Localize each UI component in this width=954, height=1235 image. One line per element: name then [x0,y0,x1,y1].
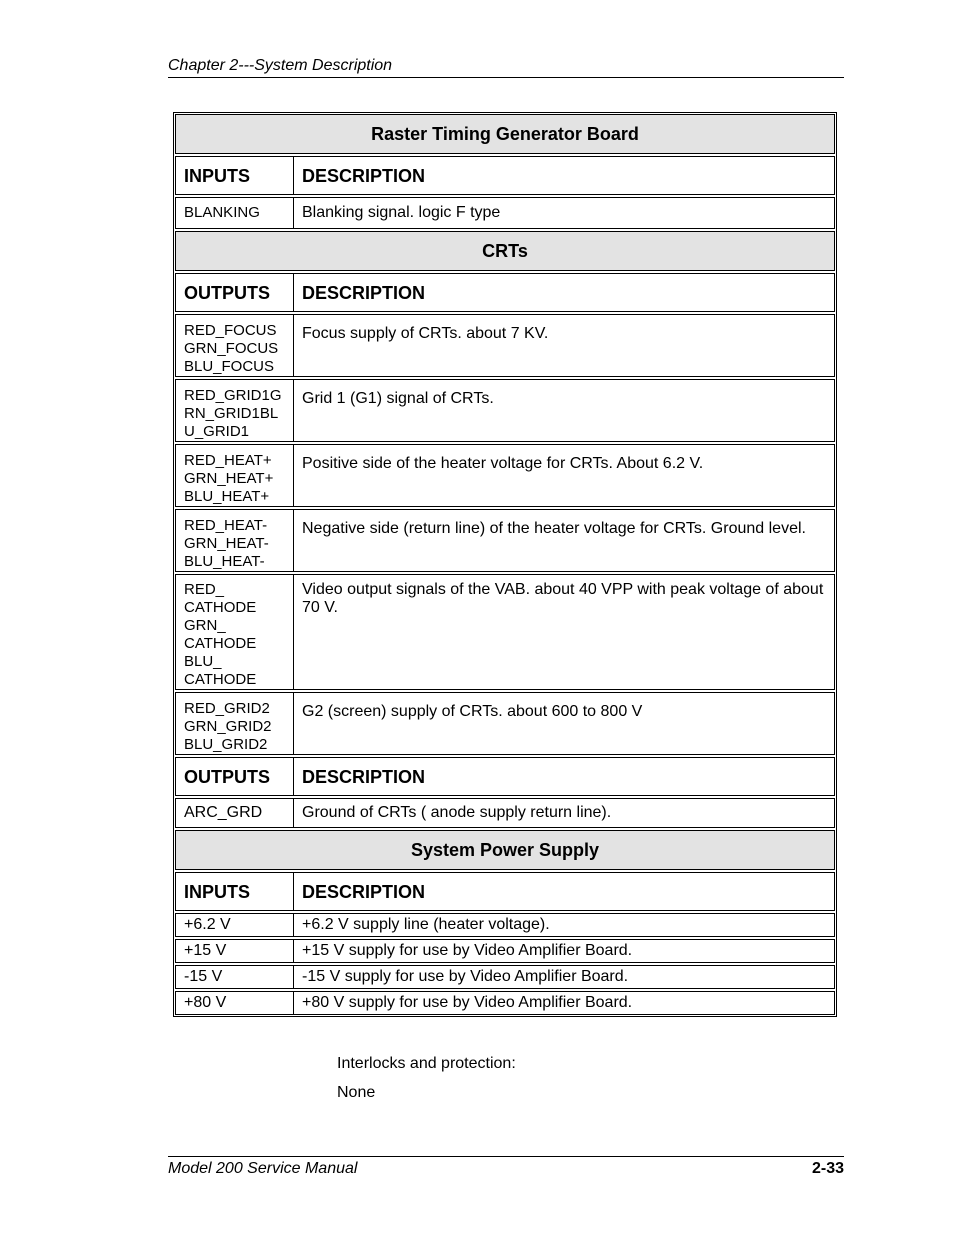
signal-name: RED_GRID1G RN_GRID1BL U_GRID1 [175,379,293,442]
column-header-row [175,872,835,911]
page-number: 2-33 [811,1160,844,1177]
signal-name: ARC_GRD [175,798,293,828]
page-header [168,56,844,78]
signal-description: Video output signals of the VAB. about 40 VPP with peak voltage of about 70 V. [293,574,835,690]
section-banner [175,830,835,870]
table-row [175,965,835,989]
section-title-rtg: Raster Timing Generator Board [175,114,835,154]
signal-name: -15 V [175,965,293,989]
signal-description: Ground of CRTs ( anode supply return line). [293,798,835,828]
signal-name: +80 V [175,991,293,1015]
table-row [175,692,835,755]
section-banner [175,231,835,271]
signal-name: RED_GRID2 GRN_GRID2 BLU_GRID2 [175,692,293,755]
signal-name: BLANKING [175,197,293,229]
signal-description: Focus supply of CRTs. about 7 KV. [293,314,835,377]
signal-description: +6.2 V supply line (heater voltage). [293,913,835,937]
signal-description: Positive side of the heater voltage for CRTs. About 6.2 V. [293,444,835,507]
signal-description: Blanking signal. logic F type [293,197,835,229]
column-header-description: DESCRIPTION [293,872,835,911]
table-row [175,574,835,690]
column-header-row [175,273,835,312]
column-header-description: DESCRIPTION [293,156,835,195]
column-header-row [175,156,835,195]
interlocks-value: None [337,1084,376,1101]
table-row [175,314,835,377]
section-banner [175,114,835,154]
signal-description: +80 V supply for use by Video Amplifier Board. [293,991,835,1015]
page-footer [168,1156,844,1179]
signal-name: RED_HEAT+ GRN_HEAT+ BLU_HEAT+ [175,444,293,507]
section-title-crts: CRTs [175,231,835,271]
interlocks-heading: Interlocks and protection: [337,1055,516,1072]
column-header-inputs: INPUTS [175,156,293,195]
signal-description: G2 (screen) supply of CRTs. about 600 to 800 V [293,692,835,755]
signal-description: Grid 1 (G1) signal of CRTs. [293,379,835,442]
signal-table [173,112,837,1017]
manual-title: Model 200 Service Manual [168,1160,358,1177]
column-header-description: DESCRIPTION [293,757,835,796]
table-row [175,379,835,442]
table-row [175,444,835,507]
section-title-power: System Power Supply [175,830,835,870]
signal-description: +15 V supply for use by Video Amplifier Board. [293,939,835,963]
column-header-outputs: OUTPUTS [175,757,293,796]
signal-description: Negative side (return line) of the heater voltage for CRTs. Ground level. [293,509,835,572]
signal-name: +6.2 V [175,913,293,937]
table-row [175,197,835,229]
table-row [175,939,835,963]
column-header-row [175,757,835,796]
signal-name: RED_FOCUS GRN_FOCUS BLU_FOCUS [175,314,293,377]
signal-name: +15 V [175,939,293,963]
column-header-outputs: OUTPUTS [175,273,293,312]
table-row [175,509,835,572]
signal-name: RED_ CATHODE GRN_ CATHODE BLU_ CATHODE [175,574,293,690]
table-row [175,991,835,1015]
column-header-description: DESCRIPTION [293,273,835,312]
table-row [175,798,835,828]
signal-name: RED_HEAT- GRN_HEAT- BLU_HEAT- [175,509,293,572]
signal-description: -15 V supply for use by Video Amplifier Board. [293,965,835,989]
column-header-inputs: INPUTS [175,872,293,911]
chapter-title: Chapter 2---System Description [168,57,393,74]
table-row [175,913,835,937]
